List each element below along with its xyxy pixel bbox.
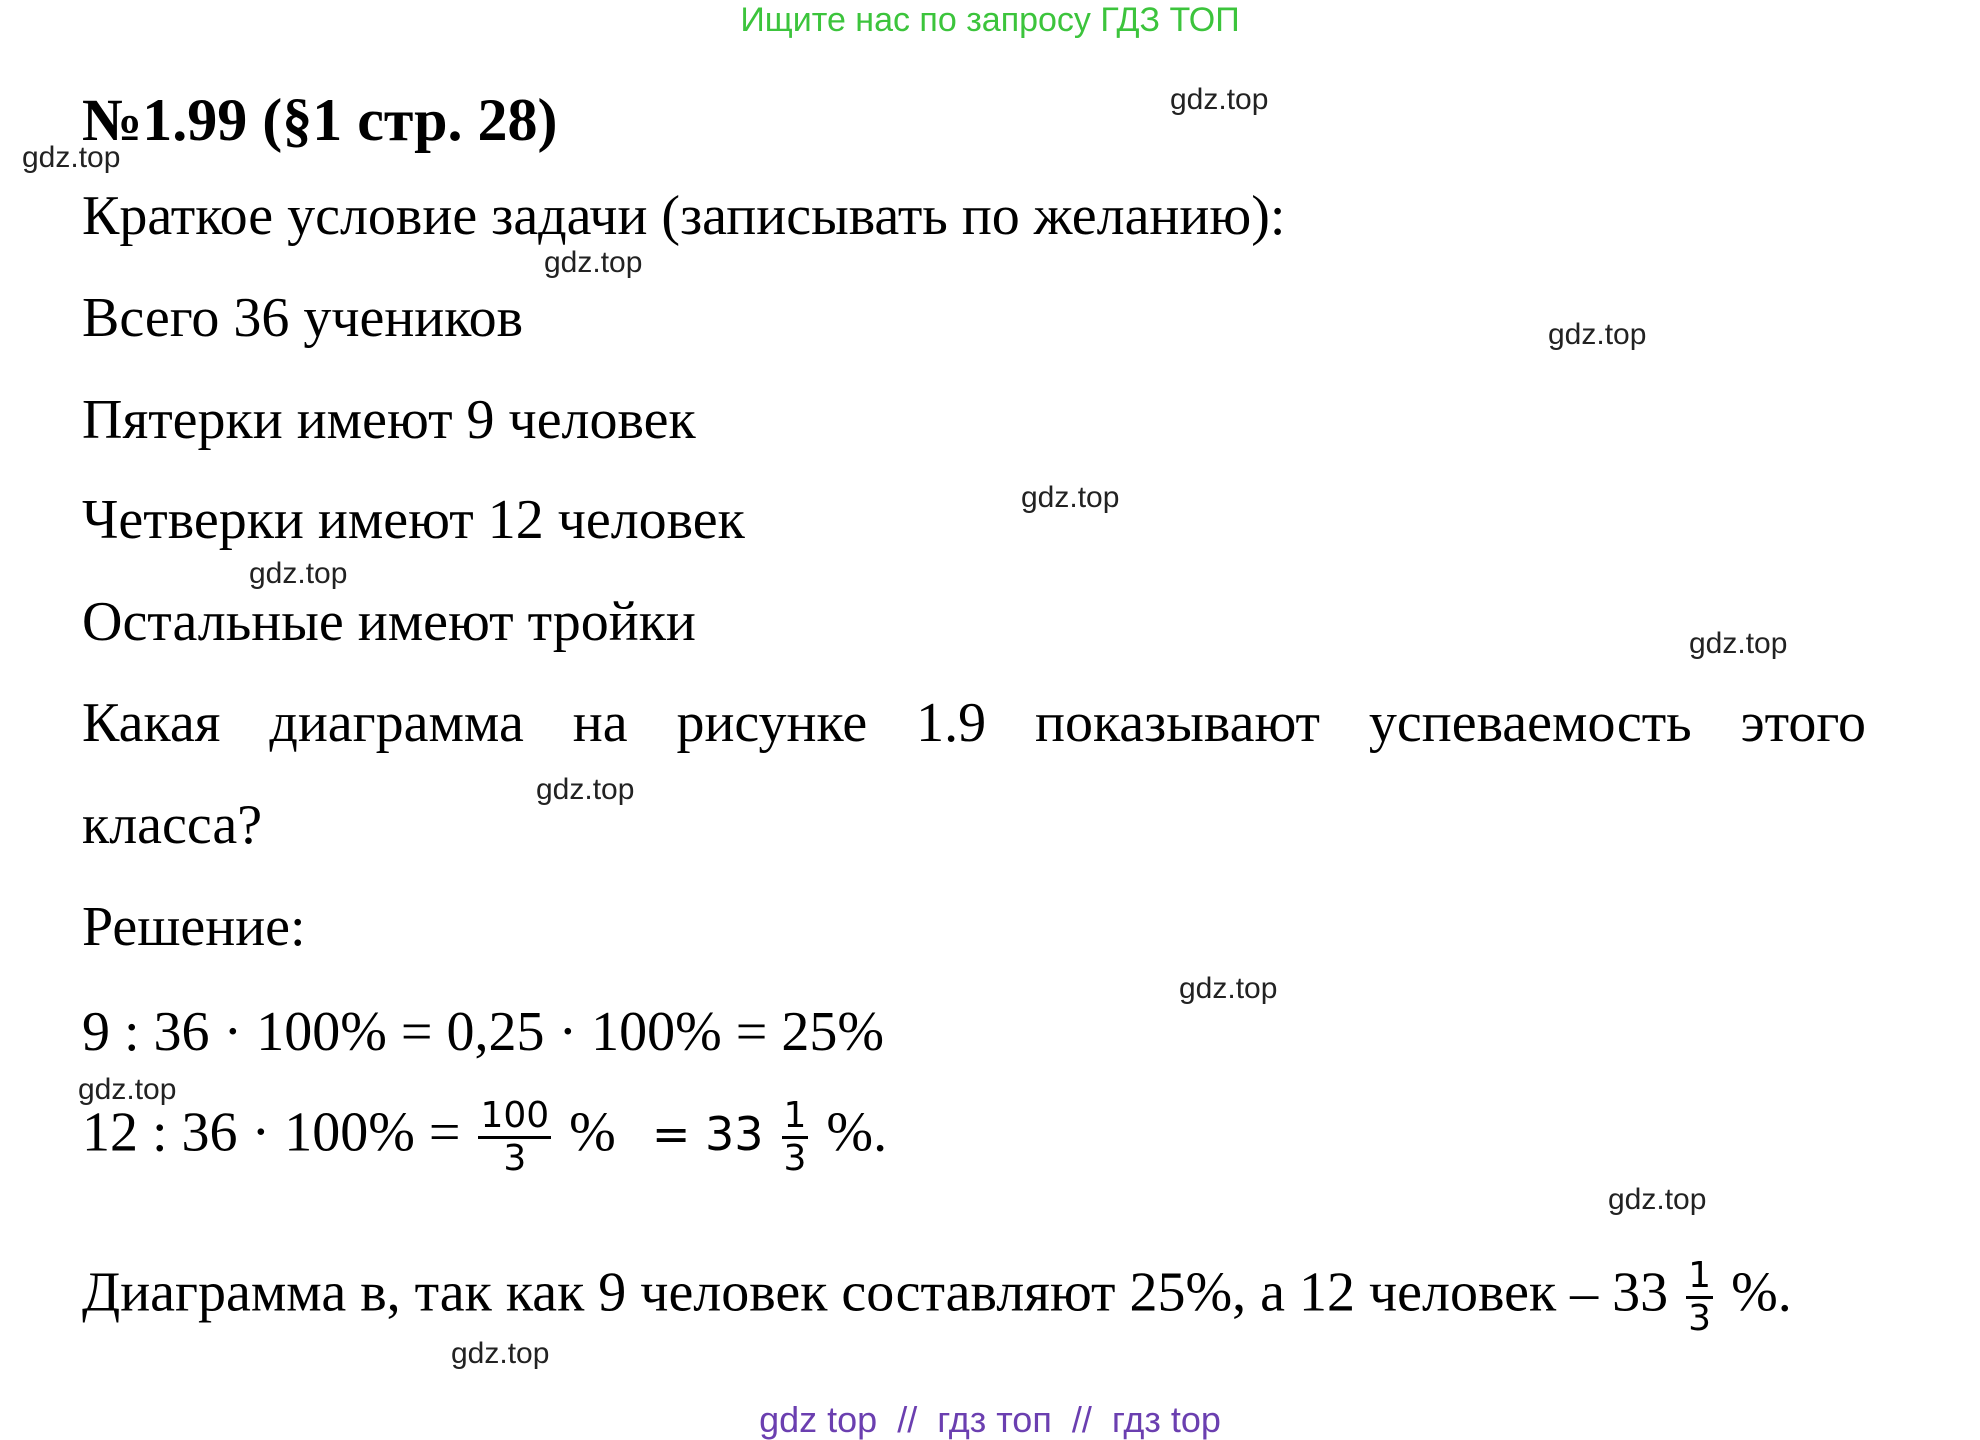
calc2-equals: = 33 — [651, 1107, 764, 1162]
fraction-denominator: 3 — [503, 1138, 527, 1179]
answer-end: %. — [1731, 1261, 1792, 1324]
answer-line — [82, 1256, 1792, 1339]
problem-title: №1.99 (§1 стр. 28) — [82, 87, 558, 153]
watermark: gdz.top — [1179, 972, 1278, 1005]
question-end-line: класса? — [82, 794, 263, 856]
calc2-left: 12 : 36 · 100% = — [82, 1101, 461, 1164]
fraction-1-3 — [1686, 1256, 1713, 1339]
fraction-numerator: 1 — [782, 1096, 809, 1139]
question-word: успеваемость — [1368, 692, 1692, 754]
question-word: 1.9 — [916, 692, 987, 754]
question-word: на — [572, 692, 628, 754]
watermark: gdz.top — [451, 1337, 550, 1370]
rest-line: Остальные имеют тройки — [82, 591, 696, 653]
question-line — [82, 690, 1866, 756]
calc2-end: %. — [826, 1101, 888, 1164]
watermark: gdz.top — [1689, 627, 1788, 660]
watermark: gdz.top — [1021, 481, 1120, 514]
footer-links: gdz top // гдз топ // гдз top — [759, 1399, 1221, 1440]
calc-line-1: 9 : 36 · 100% = 0,25 · 100% = 25% — [82, 1001, 884, 1063]
watermark: gdz.top — [536, 773, 635, 806]
question-word: диаграмма — [269, 692, 524, 754]
question-word: показывают — [1034, 692, 1321, 754]
watermark: gdz.top — [78, 1073, 177, 1106]
watermark: gdz.top — [22, 141, 121, 174]
fraction-numerator: 1 — [1686, 1256, 1713, 1299]
solution-heading: Решение: — [82, 896, 306, 958]
fraction-numerator: 100 — [478, 1096, 551, 1139]
fraction-denominator: 3 — [1688, 1298, 1712, 1339]
answer-text: Диаграмма в, так как 9 человек составляют 25%, а 12 человек – 33 — [82, 1261, 1669, 1324]
search-banner: Ищите нас по запросу ГДЗ ТОП — [740, 1, 1240, 39]
fours-line: Четверки имеют 12 человек — [82, 489, 745, 551]
fraction-denominator: 3 — [783, 1138, 807, 1179]
fives-line: Пятерки имеют 9 человек — [82, 389, 696, 451]
watermark: gdz.top — [1170, 83, 1269, 116]
fraction-100-3 — [478, 1096, 551, 1179]
total-line: Всего 36 учеников — [82, 287, 524, 349]
watermark: gdz.top — [249, 557, 348, 590]
question-word: рисунке — [676, 692, 868, 754]
calc-line-2 — [82, 1096, 887, 1179]
watermark: gdz.top — [1608, 1183, 1707, 1216]
fraction-1-3 — [782, 1096, 809, 1179]
watermark: gdz.top — [1548, 318, 1647, 351]
intro-line: Краткое условие задачи (записывать по желанию): — [82, 185, 1286, 247]
question-word: Какая — [82, 692, 221, 754]
question-word: этого — [1740, 692, 1866, 754]
calc2-percent: % — [569, 1101, 616, 1164]
watermark: gdz.top — [544, 246, 643, 279]
